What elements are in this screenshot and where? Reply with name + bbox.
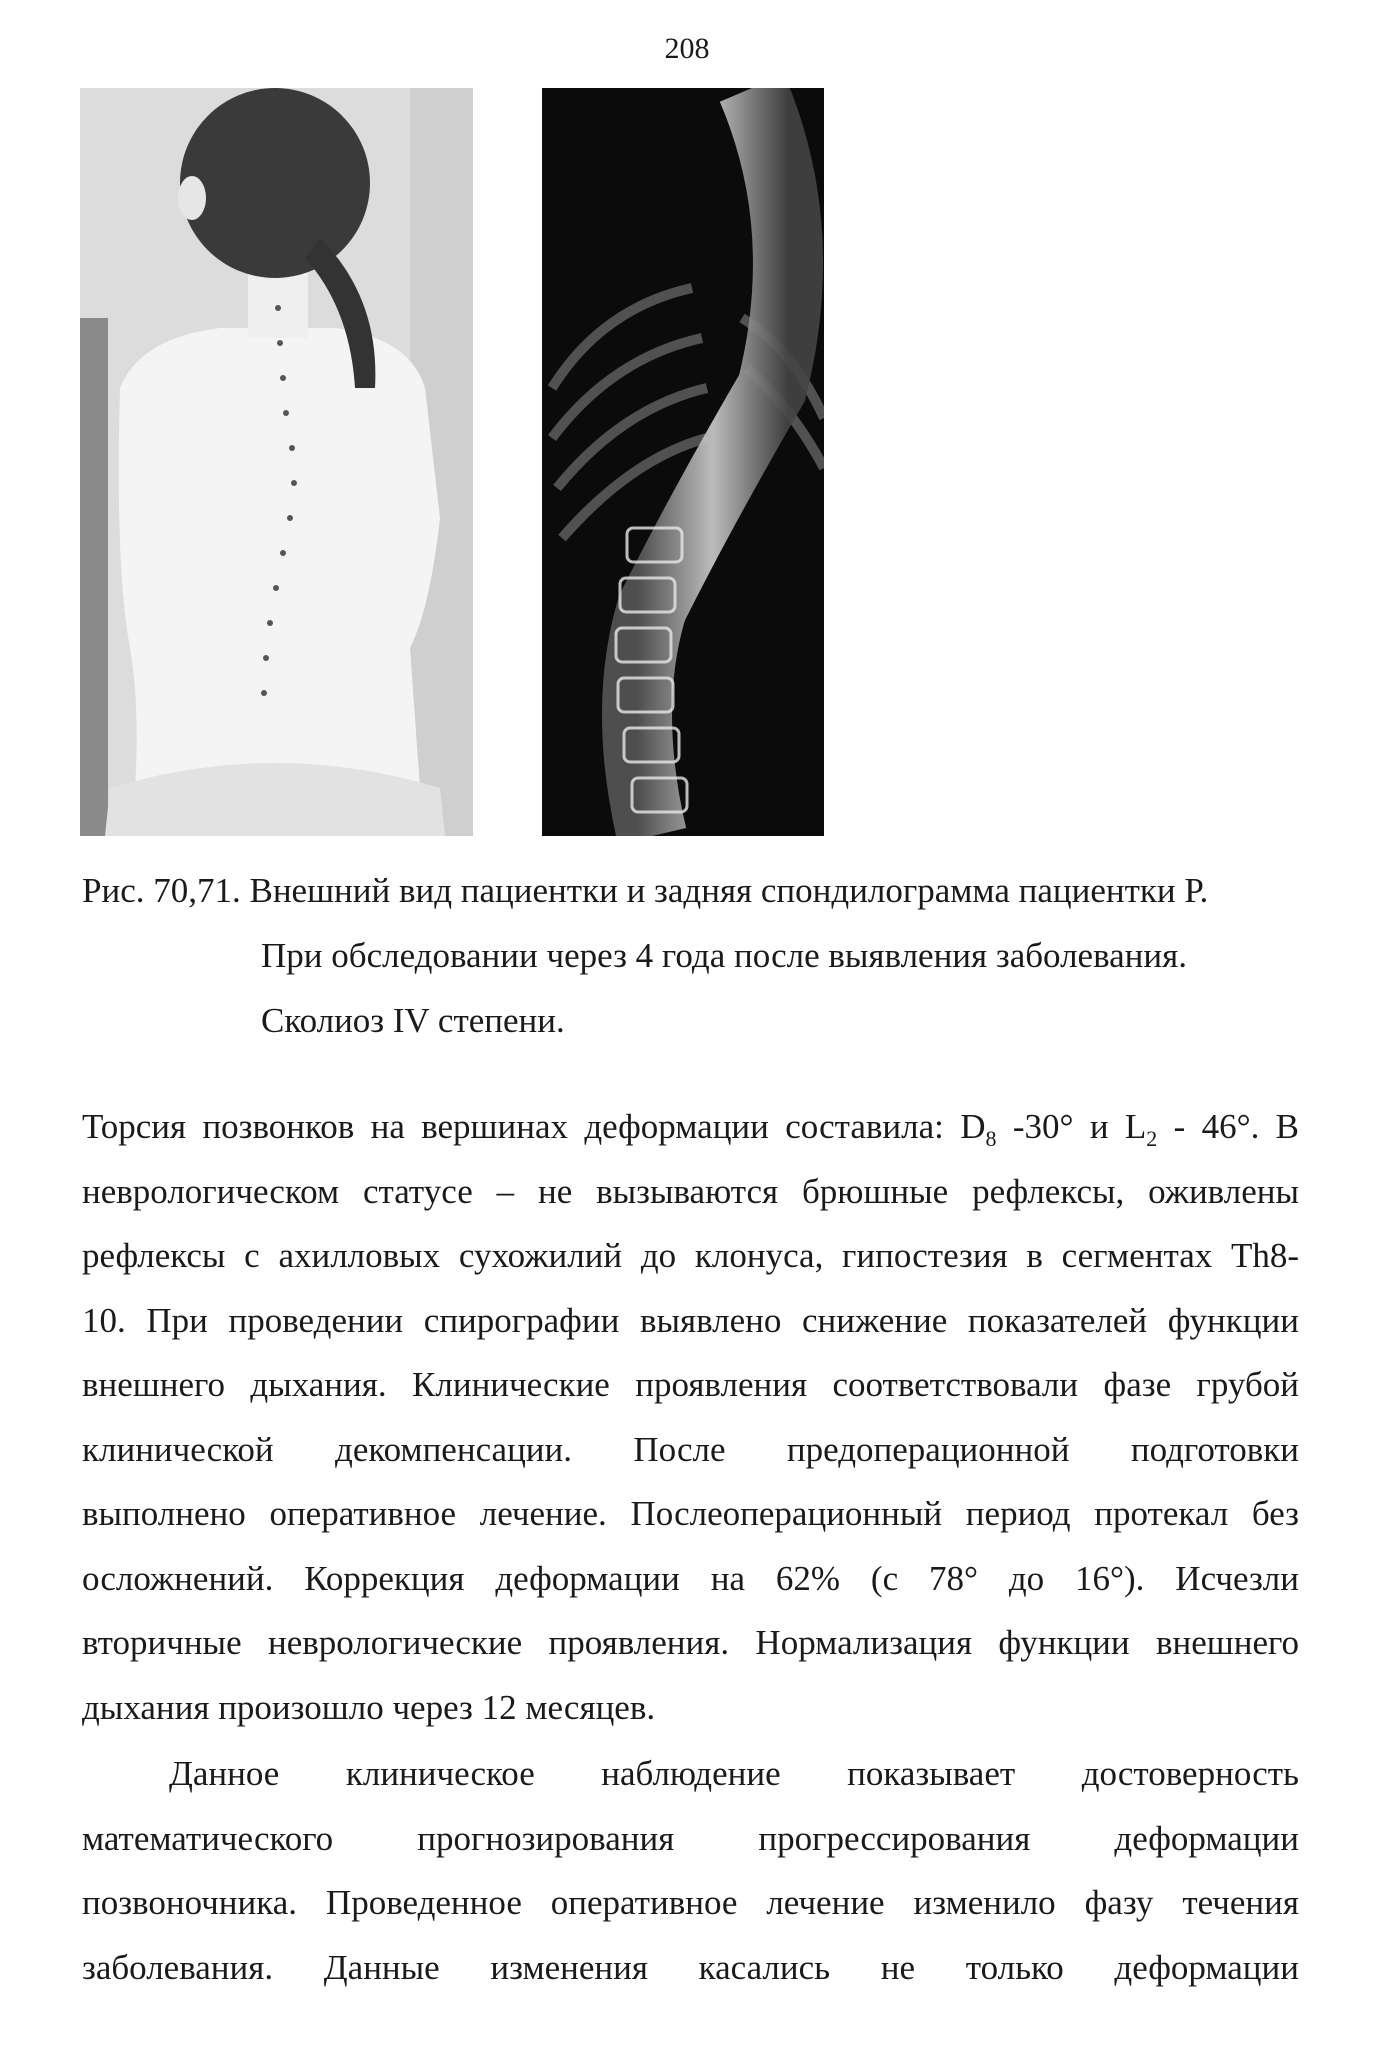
text-line: выполнено оперативное лечение. Послеоперационный период протекал без (82, 1494, 1299, 1533)
text-line: вторичные неврологические проявления. Нормализация функции внешнего (82, 1623, 1299, 1662)
text-line: клинической декомпенсации. После предоперационной подготовки (82, 1429, 1299, 1469)
paragraph (82, 1095, 1299, 1740)
patient-back-illustration (80, 88, 473, 836)
caption-line: Рис. 70,71. Внешний вид пациентки и задняя спондилограмма пациентки Р. (82, 871, 1209, 910)
page-number: 208 (664, 32, 710, 65)
text-line: неврологическом статусе – не вызываются брюшные рефлексы, оживлены (82, 1171, 1299, 1211)
spondylogram-xray (542, 88, 824, 836)
figure-caption (82, 858, 1297, 1053)
text-line: математического прогнозирования прогрессирования деформации (82, 1818, 1299, 1858)
caption-line: Сколиоз IV степени. (261, 1001, 565, 1040)
paragraph (82, 1742, 1299, 2000)
text-line: дыхания произошло через 12 месяцев. (82, 1687, 656, 1727)
caption-line: При обследовании через 4 года после выявления заболевания. (261, 936, 1187, 975)
text-line: осложнений. Коррекция деформации на 62% (с 78° до 16°). Исчезли (82, 1558, 1299, 1598)
text-line: внешнего дыхания. Клинические проявления соответствовали фазе грубой (82, 1365, 1299, 1404)
patient-back-photo (80, 88, 473, 836)
text-line: Торсия позвонков на вершинах деформации составила: $D_8$ -30° и $L_2 - 46^\circ$. В (82, 1107, 1300, 1151)
text-line: 10. При проведении спирографии выявлено снижение показателей функции (82, 1300, 1299, 1340)
text-line: позвоночника. Проведенное оперативное лечение изменило фазу течения (82, 1883, 1299, 1922)
text-line: Данное клиническое наблюдение показывает достоверность (169, 1754, 1299, 1793)
body-text (82, 1095, 1299, 2000)
text-line: заболевания. Данные изменения касались не только деформации (82, 1947, 1299, 1987)
text-line: рефлексы с ахилловых сухожилий до клонуса, гипостезия в сегментах Th8- (82, 1236, 1299, 1275)
xray-illustration (542, 88, 824, 836)
